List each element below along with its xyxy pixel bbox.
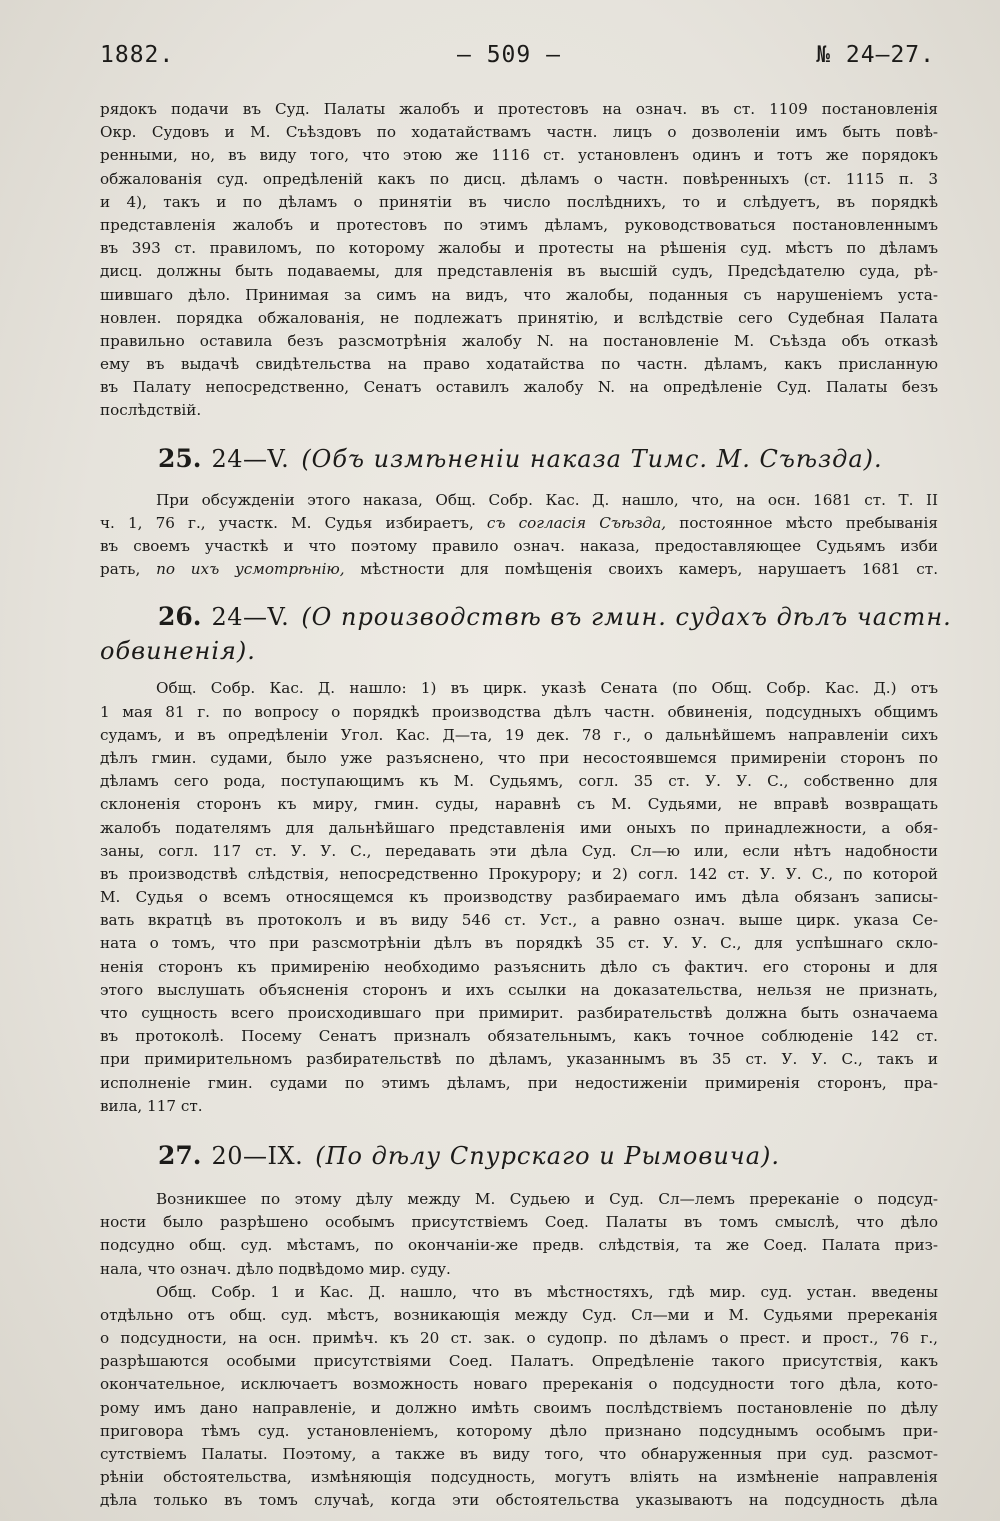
text-line: При обсужденіи этого наказа, Общ. Собр. Кас. Д. нашло, что, на осн. 1681 ст. Т. II [156,490,938,509]
emphasis: по ихъ усмотрѣнію, [156,560,345,579]
text-line: жалобъ подателямъ для дальнѣйшаго представленія ими оныхъ по принадлежности, а обя- [100,818,938,837]
section-27-heading [100,1138,938,1174]
text-line: ности было разрѣшено особымъ присутствіемъ Соед. Палаты въ томъ смыслѣ, что дѣло [100,1213,938,1232]
text-line: ната о томъ, что при разсмотрѣніи дѣлъ въ порядкѣ 35 ст. У. У. С., для успѣшнаго скло- [100,934,938,953]
text-line: Общ. Собр. 1 и Кас. Д. нашло, что въ мѣстностяхъ, гдѣ мир. суд. устан. введены [156,1282,938,1301]
entry-24-continuation [100,98,938,423]
section-number: 26. [158,602,202,632]
text-line: заны, согл. 117 ст. У. У. С., передавать эти дѣла Суд. Сл—ю или, если нѣтъ надобности [100,841,938,860]
entry-27-body [100,1188,938,1513]
text-line: 1 мая 81 г. по вопросу о порядкѣ производства дѣлъ частн. обвиненія, подсудныхъ общимъ [100,702,938,721]
text-line: окончательное, исключаетъ возможность новаго пререканія о подсудности того дѣла, кото- [100,1375,938,1394]
text-line: дѣламъ сего рода, поступающимъ къ М. Судьямъ, согл. 35 ст. У. У. С., собственно для [100,772,938,791]
text-line: дисц. должны быть подаваемы, для представленія въ высшій судъ, Предсѣдателю суда, рѣ- [100,262,938,281]
text-line: М. Судья о всемъ относящемся къ производству разбираемаго имъ дѣла обязанъ записы- [100,888,938,907]
text-line: въ своемъ участкѣ и что поэтому правило означ. наказа, предоставляющее Судьямъ изби [100,537,938,555]
text-line: склоненія сторонъ къ миру, гмин. суды, наравнѣ съ М. Судьями, не вправѣ возвращать [100,795,938,814]
text-line: въ протоколѣ. Посему Сенатъ призналъ обязательнымъ, какъ точное соблюденіе 142 ст. [100,1027,938,1046]
section-number: 25. [158,443,202,473]
text-line: при примирительномъ разбирательствѣ по дѣламъ, указаннымъ въ 35 ст. У. У. С., такъ и [100,1050,938,1069]
text-line: дѣлъ гмин. судами, было уже разъяснено, что при несостоявшемся примиреніи сторонъ по [100,748,938,767]
text-line: что сущность всего происходившаго при примирит. разбирательствѣ должна быть означаема [100,1004,938,1022]
text-line: вать вкратцѣ въ протоколъ и въ виду 546 ст. Уст., а равно означ. выше цирк. указа Се- [100,911,938,930]
text-line: рядокъ подачи въ Суд. Палаты жалобъ и протестовъ на означ. въ ст. 1109 постановленія [100,100,938,118]
entry-25-body [100,489,938,582]
text-line: исполненіе гмин. судами по этимъ дѣламъ, при недостиженіи примиренія сторонъ, пра- [100,1073,938,1092]
text-line: судамъ, и въ опредѣленіи Угол. Кас. Д—та, 19 дек. 78 г., о дальнѣйшемъ направленіи сихъ [100,725,938,744]
text-line: ренными, но, въ виду того, что этою же 1116 ст. установленъ одинъ и тотъ же порядокъ [100,146,938,165]
text-line: рѣніи обстоятельства, измѣняющія подсудность, могутъ вліять на измѣненіе направленія [100,1468,938,1487]
section-title: (По дѣлу Спурскаго и Рымовича). [315,1141,781,1170]
entry-26-body [100,677,938,1118]
text-line: и 4), такъ и по дѣламъ о принятіи въ число послѣднихъ, то и слѣдуетъ, въ порядкѣ [100,192,938,211]
text-line: дѣла только въ томъ случаѣ, когда эти обстоятельства указываютъ на подсудность дѣла [100,1491,938,1510]
section-number: 27. [158,1140,202,1170]
text-line: въ 393 ст. правиломъ, по которому жалобы и протесты на рѣшенія суд. мѣстъ по дѣламъ [100,239,938,258]
text-line: разрѣшаются особыми присутствіями Соед. Палатъ. Опредѣленіе такого присутствія, какъ [100,1352,938,1371]
section-25-heading [100,441,938,477]
text-line: рому имъ дано направленіе, и должно имѣть своимъ послѣдствіемъ постановленіе по дѣлу [100,1398,938,1417]
section-26-heading [100,599,952,635]
text-line: правильно оставила безъ разсмотрѣнія жалобу N. на постановленіе М. Съѣзда объ отказѣ [100,331,938,350]
text-line: ч. 1, 76 г., участк. М. Судья избираетъ, съ согласія Съѣзда, постоянное мѣсто пребыванія [100,513,938,532]
text-line: въ производствѣ слѣдствія, непосредственно Прокурору; и 2) согл. 142 ст. У. У. С., по которой [100,864,938,883]
text-line: вила, 117 ст. [100,1096,203,1115]
section-date: 24—V. [211,444,290,473]
page-header [100,42,935,78]
text-line: послѣдствій. [100,401,202,420]
section-date: 24—V. [211,603,290,632]
header-year: 1882. [100,42,175,68]
text-line: новлен. порядка обжалованія, не подлежатъ принятію, и вслѣдствіе сего Судебная Палата [100,308,938,327]
text-line: Общ. Собр. Кас. Д. нашло: 1) въ цирк. указѣ Сената (по Общ. Собр. Кас. Д.) отъ [156,679,938,698]
text-line: нала, что означ. дѣло подвѣдомо мир. суду. [100,1259,451,1278]
text-line: Окр. Судовъ и М. Съѣздовъ по ходатайствамъ частн. лицъ о дозволеніи имъ быть повѣ- [100,123,938,142]
header-entry-numbers: № 24—27. [816,42,935,68]
text-line: этого выслушать объясненія сторонъ и ихъ ссылки на доказательства, нельзя не признать, [100,980,938,999]
emphasis: съ согласія Съѣзда, [486,513,667,532]
text-line: шившаго дѣло. Принимая за симъ на видъ, что жалобы, поданныя съ нарушеніемъ уста- [100,285,938,304]
document-body [100,98,952,1513]
section-title-continuation: обвиненія). [100,637,256,666]
text-line: въ Палату непосредственно, Сенатъ оставилъ жалобу N. на опредѣленіе Суд. Палаты безъ [100,378,938,397]
text-line: представленія жалобъ и протестовъ по этимъ дѣламъ, руководствоваться постановленнымъ [100,215,938,234]
text-line: отдѣльно отъ общ. суд. мѣстъ, возникающія между Суд. Сл—ми и М. Судьями пререканія [100,1305,938,1324]
section-title: (Объ измѣненіи наказа Тимс. М. Съѣзда). [301,444,883,473]
text-line: приговора тѣмъ суд. установленіемъ, которому дѣло признано подсуднымъ особымъ при- [100,1421,938,1440]
text-line: ненія сторонъ къ примиренію необходимо разъяснить дѣло съ фактич. его стороны и для [100,957,938,976]
text-line: Возникшее по этому дѣлу между М. Судьею и Суд. Сл—лемъ пререканіе о подсуд- [156,1189,938,1208]
text-line: о подсудности, на осн. примѣч. къ 20 ст. зак. о судопр. по дѣламъ о прест. и прост., 76 г., [100,1329,938,1348]
text-line: обжалованія суд. опредѣленій какъ по дисц. дѣламъ о частн. повѣренныхъ (ст. 1115 п. 3 [100,169,938,188]
text-line: подсудно общ. суд. мѣстамъ, по окончаніи-же предв. слѣдствія, та же Соед. Палата приз- [100,1236,938,1255]
text-line: рать, по ихъ усмотрѣнію, мѣстности для помѣщенія своихъ камеръ, нарушаетъ 1681 ст. [100,560,939,579]
text-line: ему въ выдачѣ свидѣтельства на право ходатайства по частн. дѣламъ, какъ присланную [100,355,938,374]
header-page-number: — 509 — [457,42,561,68]
text-line: сутствіемъ Палаты. Поэтому, а также въ виду того, что обнаруженныя при суд. разсмот- [100,1445,938,1463]
section-date: 20—IX. [211,1141,304,1170]
section-title: (О производствѣ въ гмин. судахъ дѣлъ частн. [301,603,952,632]
